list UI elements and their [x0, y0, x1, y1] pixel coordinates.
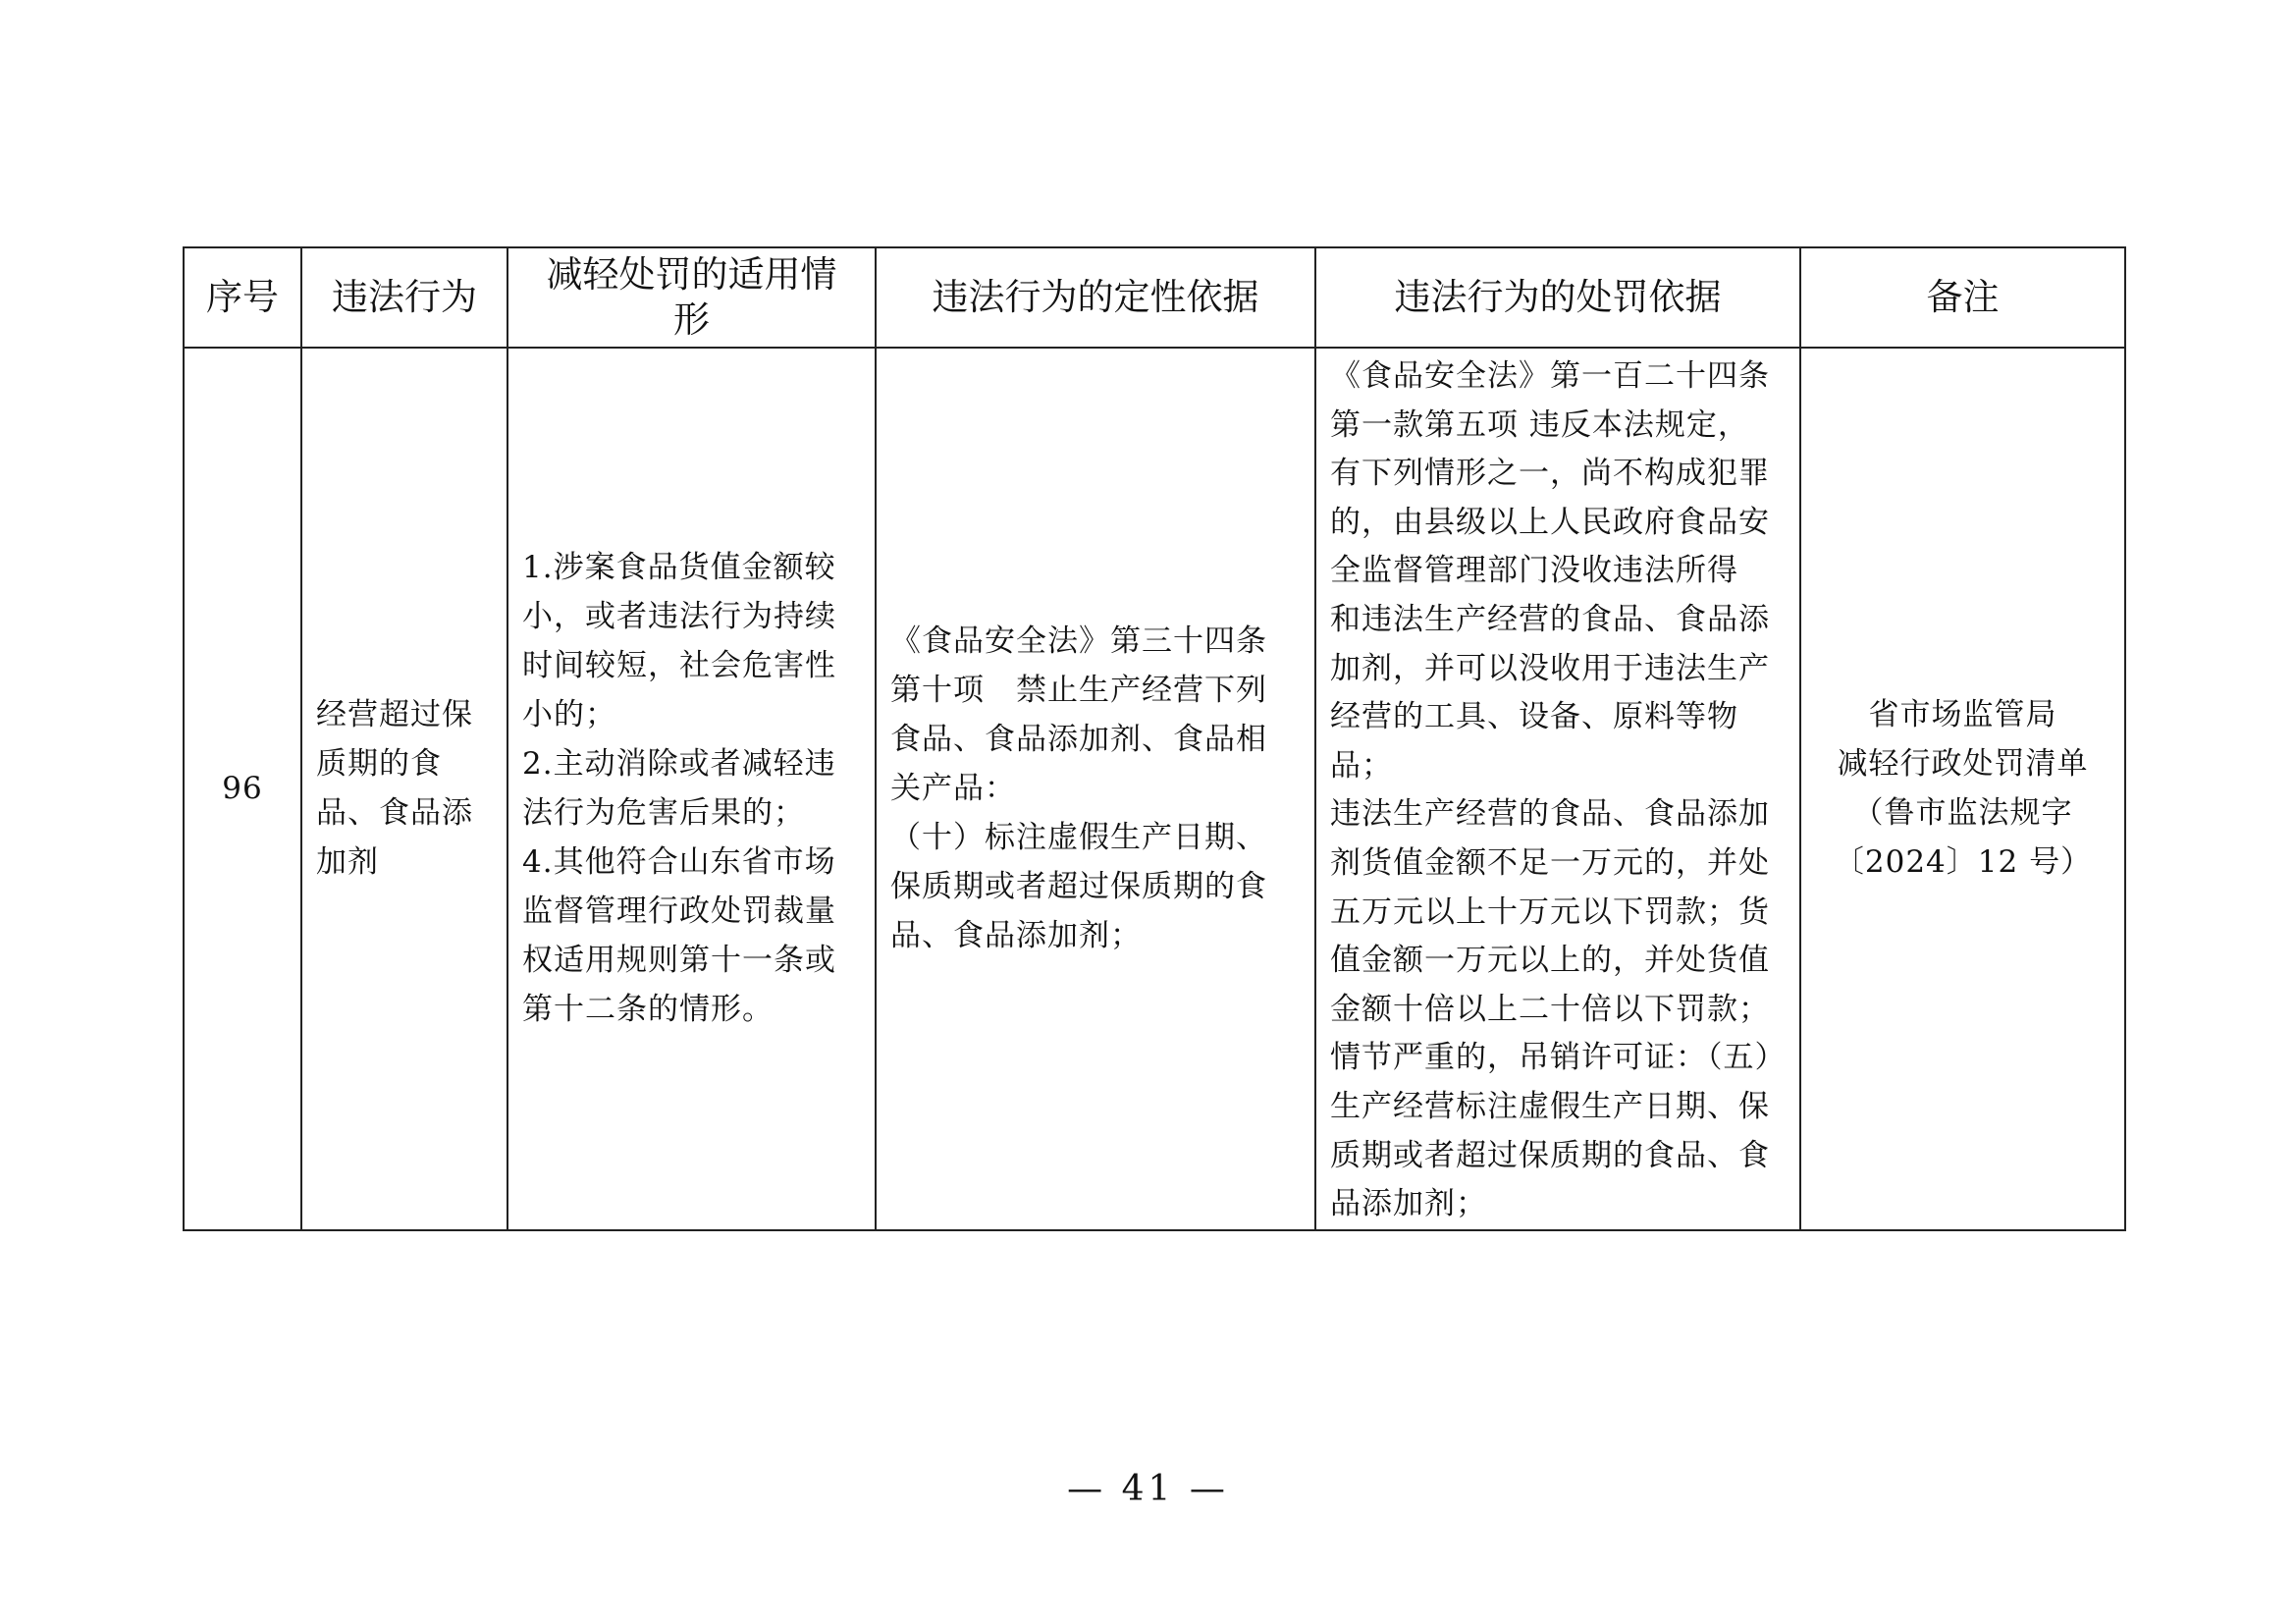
page-number: — 41 —: [1067, 1469, 1229, 1509]
header-mitigation-label: 减轻处罚的适用情形: [546, 253, 837, 341]
header-violation: 违法行为: [301, 247, 507, 348]
cell-mitigation: [507, 348, 876, 1230]
cell-violation: [301, 348, 507, 1230]
cell-remark: [1800, 348, 2125, 1230]
header-no: 序号: [184, 247, 301, 348]
cell-no: [184, 348, 301, 1230]
table-header: [184, 247, 2125, 348]
cell-basis-nature-text: 《食品安全法》第三十四条 第十项 禁止生产经营下列 食品、食品添加剂、食品相 关产品： （十）标注虚假生产日期、 保质期或者超过保质期的食 品、食品添加剂；: [890, 623, 1267, 954]
table-row: [184, 348, 2125, 1230]
cell-basis-penalty-text: 《食品安全法》第一百二十四条 第一款第五项 违反本法规定， 有下列情形之一，尚不构成犯罪 的，由县级以上人民政府食品安 全监督管理部门没收违法所得 和违法生产经营的食品、食品添 加剂，并可以没收用于违法生产 经营的工具、设备、原料等物品； 违法生产经营的食品、食品添加 剂货值金额不足一万元的，并处 五万元以上十万元以下罚款；货 值金额一万元以上的，并处货值 金额十倍以上二十倍以下罚款； 情节严重的，吊销许可证：（五） 生产经营标注虚假生产日期、保 质期或者超过保质期的食品、食 品添加剂；: [1330, 358, 1787, 1222]
cell-violation-text: 经营超过保 质期的食 品、食品添 加剂: [316, 697, 473, 881]
table-body: [184, 348, 2125, 1230]
cell-no-text: 96: [222, 771, 263, 807]
penalty-table: [183, 246, 2126, 1231]
header-basis-penalty: 违法行为的处罚依据: [1315, 247, 1800, 348]
cell-remark-text: 省市场监管局 减轻行政处罚清单 （鲁市监法规字 〔2024〕12 号）: [1833, 697, 2093, 881]
header-basis-nature: 违法行为的定性依据: [876, 247, 1315, 348]
header-row: [184, 247, 2125, 348]
cell-basis-nature: [876, 348, 1315, 1230]
header-mitigation: [507, 247, 876, 348]
cell-mitigation-text: 1.涉案食品货值金额较 小，或者违法行为持续 时间较短，社会危害性 小的； 2.主动消除或者减轻违 法行为危害后果的； 4.其他符合山东省市场 监督管理行政处罚裁量 权适用规则第十一条或 第十二条的情形。: [522, 550, 836, 1028]
cell-basis-penalty: [1315, 348, 1800, 1230]
header-remark: 备注: [1800, 247, 2125, 348]
